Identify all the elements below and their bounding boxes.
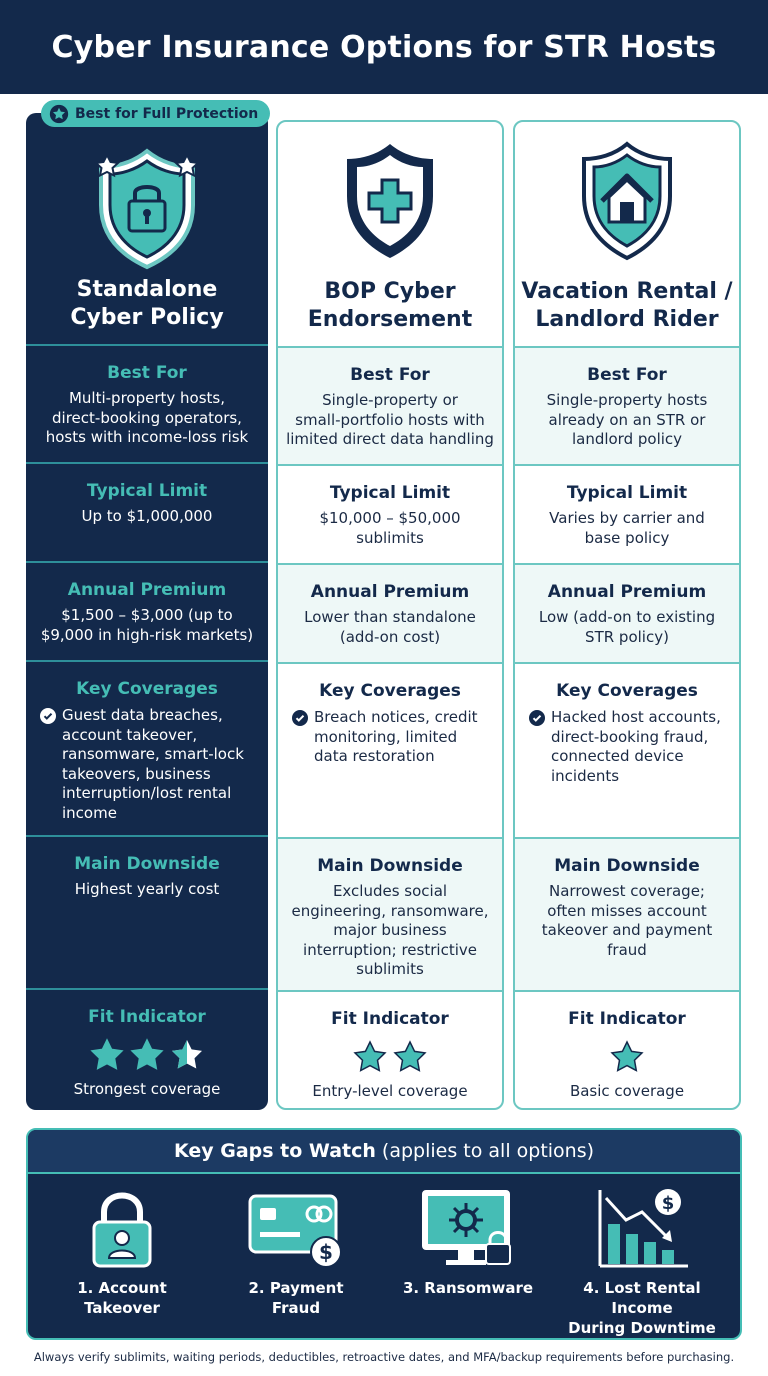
svg-text:$: $ (319, 1240, 333, 1264)
shield-plus-icon (335, 138, 445, 262)
downside-cell: Main Downside Narrowest coverage; often misses account takeover and payment fraud (515, 837, 739, 991)
column-standalone (26, 113, 268, 1110)
star-icon (49, 104, 69, 124)
rating-stars (26, 1038, 268, 1072)
star-icon (130, 1038, 164, 1072)
fit-cell: Fit Indicator Entry-level coverage (278, 990, 502, 1110)
best-for-cell: Best For Multi-property hosts, direct-booking operators, hosts with income-loss risk (26, 344, 268, 464)
best-for-cell: Best For Single-property or small-portfolio hosts with limited direct data handling (278, 346, 502, 466)
footer-note: Always verify sublimits, waiting periods, deductibles, retroactive dates, and MFA/backup requirements before purchasing. (33, 1350, 735, 1364)
badge-label: Best for Full Protection (75, 105, 259, 122)
coverages-cell: Key Coverages Breach notices, credit monitoring, limited data restoration (278, 662, 502, 838)
check-icon (292, 710, 308, 726)
limit-cell: Typical Limit Varies by carrier and base policy (515, 464, 739, 564)
key-gaps-title: Key Gaps to Watch (applies to all options) (28, 1130, 740, 1174)
limit-cell: Typical Limit Up to $1,000,000 (26, 462, 268, 562)
gap-ransomware: 3. Ransomware (380, 1186, 556, 1298)
fit-cell: Fit Indicator Strongest coverage (26, 988, 268, 1110)
column-rider (513, 120, 741, 1110)
premium-cell: Annual Premium $1,500 – $3,000 (up to $9,000 in high-risk markets) (26, 561, 268, 661)
svg-text:$: $ (661, 1193, 675, 1214)
column-title: Standalone Cyber Policy (70, 277, 224, 330)
best-for-cell: Best For Single-property hosts already on an STR or landlord policy (515, 346, 739, 466)
key-gaps-panel (26, 1128, 742, 1340)
fit-cell: Fit Indicator Basic coverage (515, 990, 739, 1110)
page-title: Cyber Insurance Options for STR Hosts (51, 29, 717, 65)
rating-stars (278, 1040, 502, 1074)
star-icon (170, 1038, 204, 1072)
credit-card-dollar-icon (246, 1186, 346, 1270)
monitor-virus-lock-icon (418, 1186, 518, 1270)
coverages-cell: Key Coverages Hacked host accounts, direct-booking fraud, connected device incidents (515, 662, 739, 838)
gap-lost-income: $ 4. Lost Rental Income During Downtime (552, 1186, 732, 1338)
star-icon (90, 1038, 124, 1072)
column-title: BOP Cyber Endorsement (307, 279, 473, 332)
gap-account-takeover: 1. Account Takeover (34, 1186, 210, 1318)
declining-chart-dollar-icon (592, 1186, 692, 1270)
lock-user-icon (82, 1186, 162, 1270)
gap-payment-fraud: $ 2. Payment Fraud (208, 1186, 384, 1318)
star-icon (610, 1040, 644, 1074)
star-icon (353, 1040, 387, 1074)
title-bar (0, 0, 768, 94)
column-title: Vacation Rental / Landlord Rider (521, 279, 733, 332)
downside-cell: Main Downside Highest yearly cost (26, 835, 268, 989)
premium-cell: Annual Premium Low (add-on to existing STR policy) (515, 563, 739, 663)
best-badge (41, 100, 270, 127)
downside-cell: Main Downside Excludes social engineering, ransomware, major business interruption; restrictive sublimits (278, 837, 502, 991)
shield-lock-stars-icon (87, 143, 207, 271)
shield-house-icon (572, 138, 682, 262)
check-icon (529, 710, 545, 726)
limit-cell: Typical Limit $10,000 – $50,000 sublimits (278, 464, 502, 564)
column-bop (276, 120, 504, 1110)
premium-cell: Annual Premium Lower than standalone (add-on cost) (278, 563, 502, 663)
check-icon (40, 708, 56, 724)
rating-stars (515, 1040, 739, 1074)
star-icon (393, 1040, 427, 1074)
coverages-cell: Key Coverages Guest data breaches, account takeover, ransomware, smart-lock takeovers, business interruption/lost rental income (26, 660, 268, 836)
